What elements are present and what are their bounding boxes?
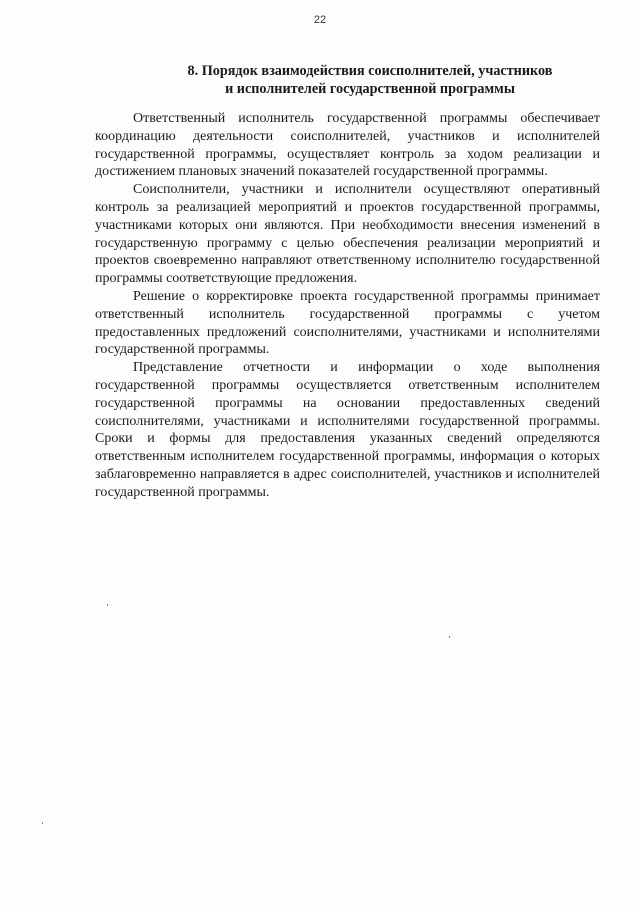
scan-speck xyxy=(449,636,450,638)
paragraph-co-executors-control: Соисполнители, участники и исполнители осуществляют оперативный контроль за реализацией мероприятий и проектов государственной программы, участниками которых они являются. При необходимости внесения изменений в государственную программу с целью обеспечения реализации мероприятий и проектов своевременно направляют ответственному исполнителю государственной программы соответствующие предложения. xyxy=(95,182,600,287)
scan-speck xyxy=(42,822,43,824)
section-title xyxy=(120,62,620,98)
page-number: 22 xyxy=(313,14,327,26)
paragraph-responsible-executor: Ответственный исполнитель государственной программы обеспечивает координацию деятельности соисполнителей, участников и исполнителей государственной программы, осуществляет контроль за ходом реализации и достижением плановых значений показателей государственной программы. xyxy=(95,111,600,180)
section-title-line-2: и исполнителей государственной программы xyxy=(225,81,515,97)
section-body xyxy=(95,110,600,502)
paragraph-reporting: Представление отчетности и информации о ходе выполнения государственной программы осуществляется ответственным исполнителем государственной программы на основании предоставленных сведений соисполнителями, участниками и исполнителями государственной программы. Сроки и формы для предоставления указанных сведений определяются ответственным исполнителем государственной программы, информация о которых заблаговременно направляется в адрес соисполнителей, участников и исполнителей государственной программы. xyxy=(95,360,600,500)
paragraph-correction-decision: Решение о корректировке проекта государственной программы принимает ответственный исполнитель государственной программы с учетом предоставленных предложений соисполнителями, участниками и исполнителями государственной программы. xyxy=(95,288,600,358)
section-title-line-1: 8. Порядок взаимодействия соисполнителей, участников xyxy=(187,63,553,79)
scan-speck xyxy=(107,604,108,606)
